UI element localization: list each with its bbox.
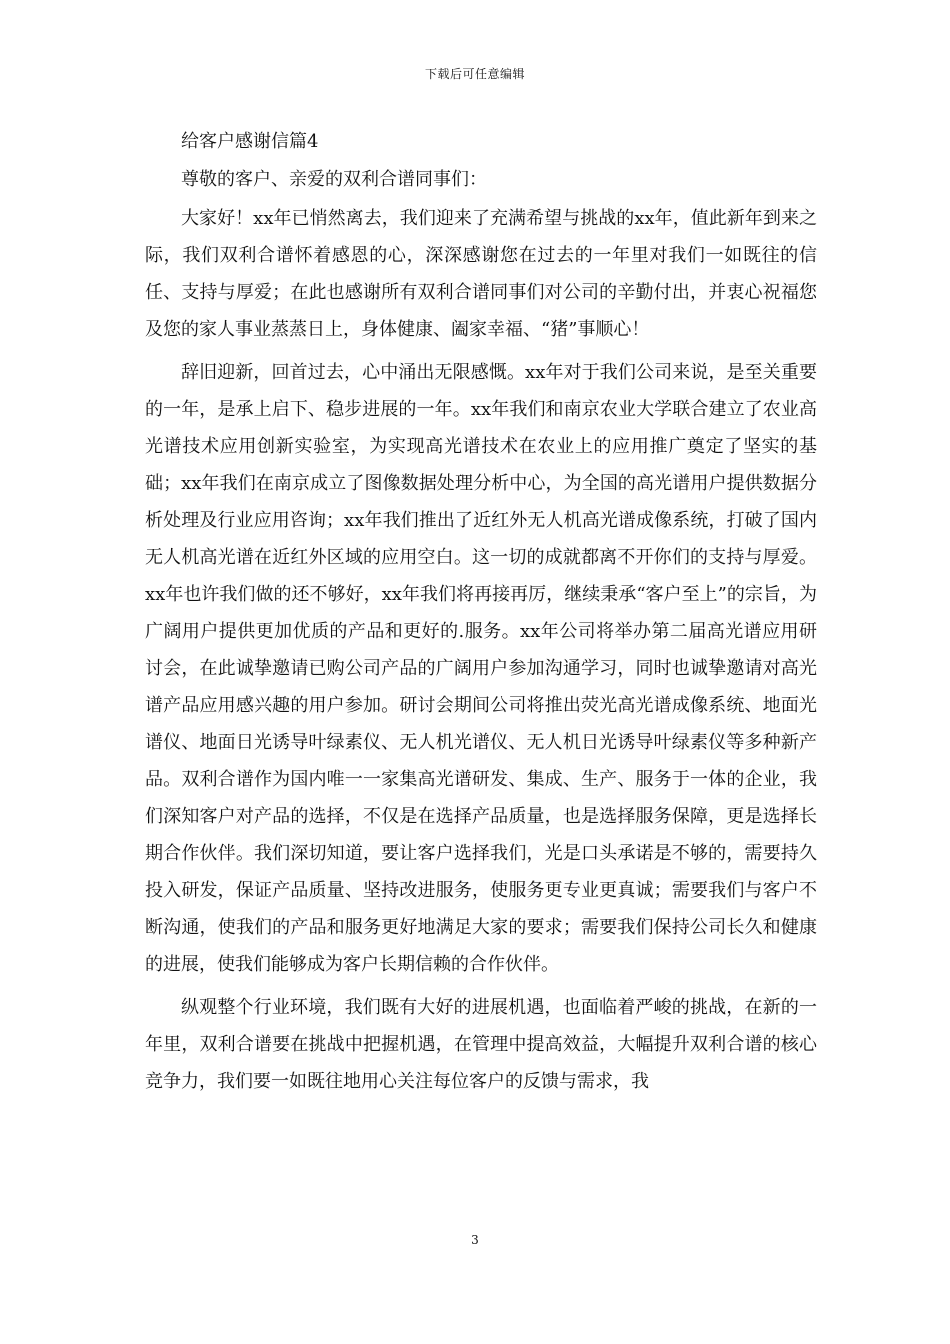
letter-body: [145, 124, 817, 1100]
letter-title: 给客户感谢信篇4: [181, 131, 319, 152]
paragraph-outlook: 纵观整个行业环境，我们既有大好的进展机遇，也面临着严峻的挑战，在新的一年里，双利合谱要在挑战中把握机遇，在管理中提高效益，大幅提升双利合谱的核心竞争力，我们要一如既往地用心关注每位客户的反馈与需求，我: [145, 997, 817, 1092]
page-header: 下载后可任意编辑: [424, 67, 525, 81]
letter-salutation: 尊敬的客户、亲爱的双利合谱同事们：: [181, 169, 487, 190]
page-number: 3: [471, 1233, 479, 1247]
paragraph-review: 辞旧迎新，回首过去，心中涌出无限感慨。xx年对于我们公司来说，是至关重要的一年，是承上启下、稳步进展的一年。xx年我们和南京农业大学联合建立了农业高光谱技术应用创新实验室，为实现高光谱技术在农业上的应用推广奠定了坚实的基础；xx年我们在南京成立了图像数据处理分析中心，为全国的高光谱用户提供数据分析处理及行业应用咨询；xx年我们推出了近红外无人机高光谱成像系统，打破了国内无人机高光谱在近红外区域的应用空白。这一切的成就都离不开你们的支持与厚爱。xx年也许我们做的还不够好，xx年我们将再接再厉，继续秉承“客户至上”的宗旨，为广阔用户提供更加优质的产品和更好的.服务。xx年公司将举办第二届高光谱应用研讨会，在此诚挚邀请已购公司产品的广阔用户参加沟通学习，同时也诚挚邀请对高光谱产品应用感兴趣的用户参加。研讨会期间公司将推出荧光高光谱成像系统、地面光谱仪、地面日光诱导叶绿素仪、无人机光谱仪、无人机日光诱导叶绿素仪等多种新产品。双利合谱作为国内唯一一家集高光谱研发、集成、生产、服务于一体的企业，我们深知客户对产品的选择，不仅是在选择产品质量，也是选择服务保障，更是选择长期合作伙伴。我们深切知道，要让客户选择我们，光是口头承诺是不够的，需要持久投入研发，保证产品质量、坚持改进服务，使服务更专业更真诚；需要我们与客户不断沟通，使我们的产品和服务更好地满足大家的要求；需要我们保持公司长久和健康的进展，使我们能够成为客户长期信赖的合作伙伴。: [145, 362, 817, 975]
paragraph-greeting: 大家好！xx年已悄然离去，我们迎来了充满希望与挑战的xx年，值此新年到来之际，我们双利合谱怀着感恩的心，深深感谢您在过去的一年里对我们一如既往的信任、支持与厚爱；在此也感谢所有双利合谱同事们对公司的辛勤付出，并衷心祝福您及您的家人事业蒸蒸日上，身体健康、阖家幸福、“猪”事顺心！: [145, 208, 817, 340]
